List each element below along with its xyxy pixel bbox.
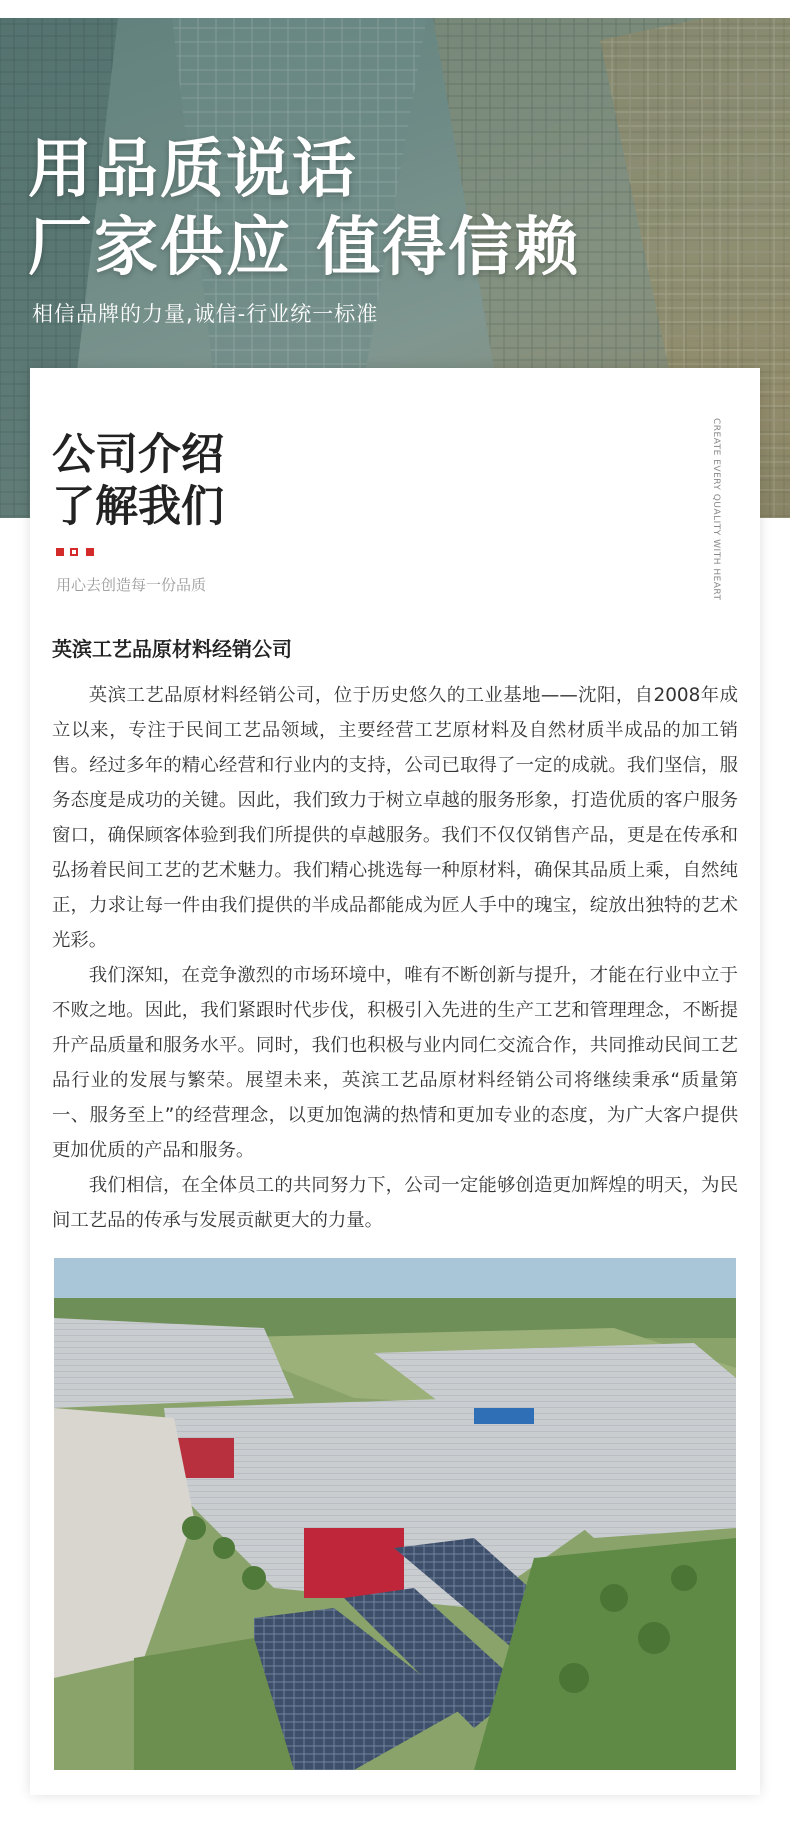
factory-aerial-photo bbox=[54, 1258, 736, 1770]
hero-subtitle: 相信品牌的力量,诚信-行业统一标准 bbox=[32, 302, 379, 326]
paragraph: 我们深知，在竞争激烈的市场环境中，唯有不断创新与提升，才能在行业中立于不败之地。因此，我们紧跟时代步伐，积极引入先进的生产工艺和管理理念，不断提升产品质量和服务水平。同时，我们也积极与业内同仁交流合作，共同推动民间工艺品行业的发展与繁荣。展望未来，英滨工艺品原材料经销公司将继续秉承“质量第一、服务至上”的经营理念，以更加饱满的热情和更加专业的态度，为广大客户提供更加优质的产品和服务。 bbox=[52, 965, 738, 1161]
company-name: 英滨工艺品原材料经销公司 bbox=[52, 637, 292, 661]
section-heading-line2: 了解我们 bbox=[52, 482, 224, 532]
paragraph: 英滨工艺品原材料经销公司，位于历史悠久的工业基地——沈阳，自2008年成立以来，专注于民间工艺品领域，主要经营工艺原材料及自然材质半成品的加工销售。经过多年的精心经营和行业内的支持，公司已取得了一定的成就。我们坚信，服务态度是成功的关键。因此，我们致力于树立卓越的服务形象，打造优质的客户服务窗口，确保顾客体验到我们所提供的卓越服务。我们不仅仅销售产品，更是在传承和弘扬着民间工艺的艺术魅力。我们精心挑选每一种原材料，确保其品质上乘，自然纯正，力求让每一件由我们提供的半成品都能成为匠人手中的瑰宝，绽放出独特的艺术光彩。 bbox=[52, 685, 738, 951]
dot-filled bbox=[56, 548, 64, 556]
section-heading-line1: 公司介绍 bbox=[52, 430, 224, 480]
company-description bbox=[52, 678, 738, 1238]
section-tagline: 用心去创造每一份品质 bbox=[56, 576, 207, 594]
company-intro-card bbox=[30, 368, 760, 1795]
dot-outline bbox=[70, 548, 78, 556]
dot-filled bbox=[86, 548, 94, 556]
factory-aerial-illustration bbox=[54, 1258, 736, 1770]
hero-title-line2: 厂家供应 值得信赖 bbox=[28, 211, 581, 285]
vertical-english-slogan: CREATE EVERY QUALITY WITH HEART bbox=[711, 418, 721, 601]
hero-title-line1: 用品质说话 bbox=[28, 133, 358, 207]
paragraph: 我们相信，在全体员工的共同努力下，公司一定能够创造更加辉煌的明天，为民间工艺品的传承与发展贡献更大的力量。 bbox=[52, 1175, 738, 1231]
